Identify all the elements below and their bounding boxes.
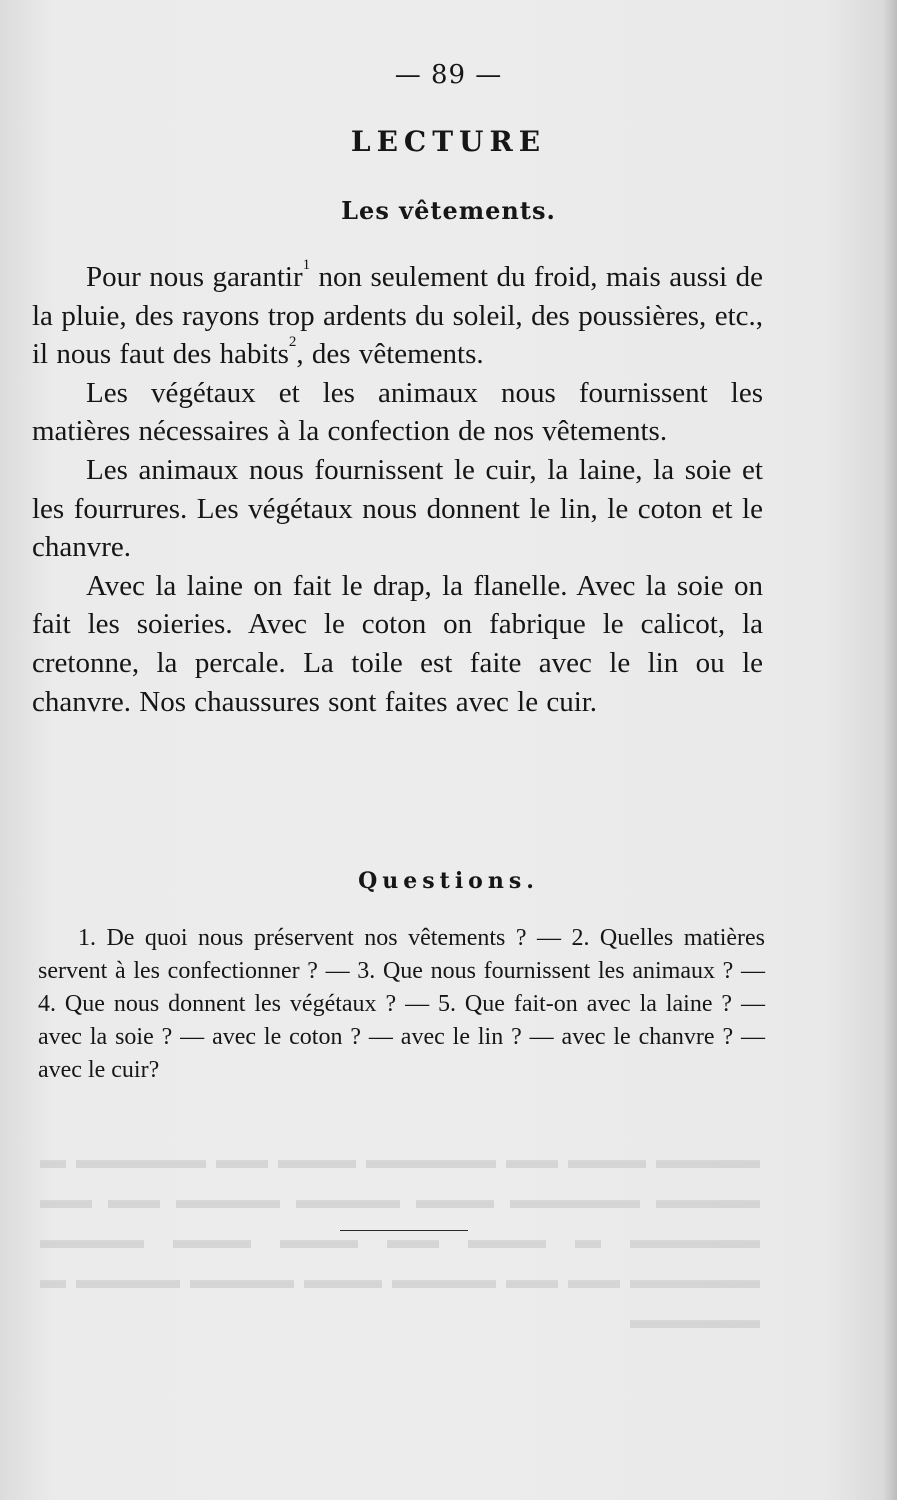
section-title: Les vêtements. <box>341 196 556 225</box>
reading-text <box>32 258 763 721</box>
paragraph-4: Avec la laine on fait le drap, la flanelle. Avec la soie on fait les soieries. Avec le coton on fabrique le calicot, la cretonne, la percale. La toile est faite avec le lin ou le chanvre. Nos chaussures sont faites avec le cuir. <box>32 569 763 718</box>
page-title: LECTURE <box>350 125 547 158</box>
footnote-ref-1: 1 <box>302 257 311 273</box>
questions-heading: Questions. <box>358 868 539 894</box>
paragraph-1-part-1: Pour nous garantir <box>86 261 303 293</box>
paragraph-3: Les animaux nous fournissent le cuir, la laine, la soie et les fourrures. Les végétaux nous donnent le lin, le coton et le chanvre. <box>32 453 763 564</box>
paragraph-1-part-2: non seulement du froid, mais aussi de la pluie, des rayons trop ardents du soleil, des poussières, etc., il nous faut des habits <box>32 261 763 371</box>
paragraph-1-part-3: , des vêtements. <box>296 338 484 371</box>
page-number: — 89 — <box>394 60 503 90</box>
paragraph-2: Les végétaux et les animaux nous fournissent les matières nécessaires à la confection de nos vêtements. <box>32 376 763 448</box>
section-divider <box>340 1230 468 1231</box>
footnote-ref-2: 2 <box>288 334 297 351</box>
questions-text: 1. De quoi nous préservent nos vêtements ? — 2. Quelles matières servent à les confectionner ? — 3. Que nous fournissent les animaux ? — 4. Que nous donnent les végétaux ? — 5. Que fait-on avec la laine ? — avec la soie ? — avec le coton ? — avec le lin ? — avec le chanvre ? — avec le cuir? <box>38 925 765 1083</box>
paragraph-1 <box>32 258 763 374</box>
page-edge-shadow <box>883 0 897 1500</box>
bleed-through-text: ▬▬▬▬ ▬▬▬ ▬▬ ▬▬▬▬▬ ▬▬▬ ▬▬ ▬▬▬▬▬ ▬ ▬▬▬▬ ▬▬▬▬▬ ▬▬▬ ▬▬▬▬ ▬▬▬▬ ▬▬ ▬▬ ▬▬▬▬▬ ▬ ▬▬▬ ▬▬ ▬▬▬ ▬▬▬ ▬▬▬▬ ▬▬▬▬▬ ▬▬ ▬▬ ▬▬▬▬ ▬▬▬ ▬▬▬▬ ▬▬▬▬ ▬ ▬▬▬▬▬ <box>40 1145 760 1334</box>
